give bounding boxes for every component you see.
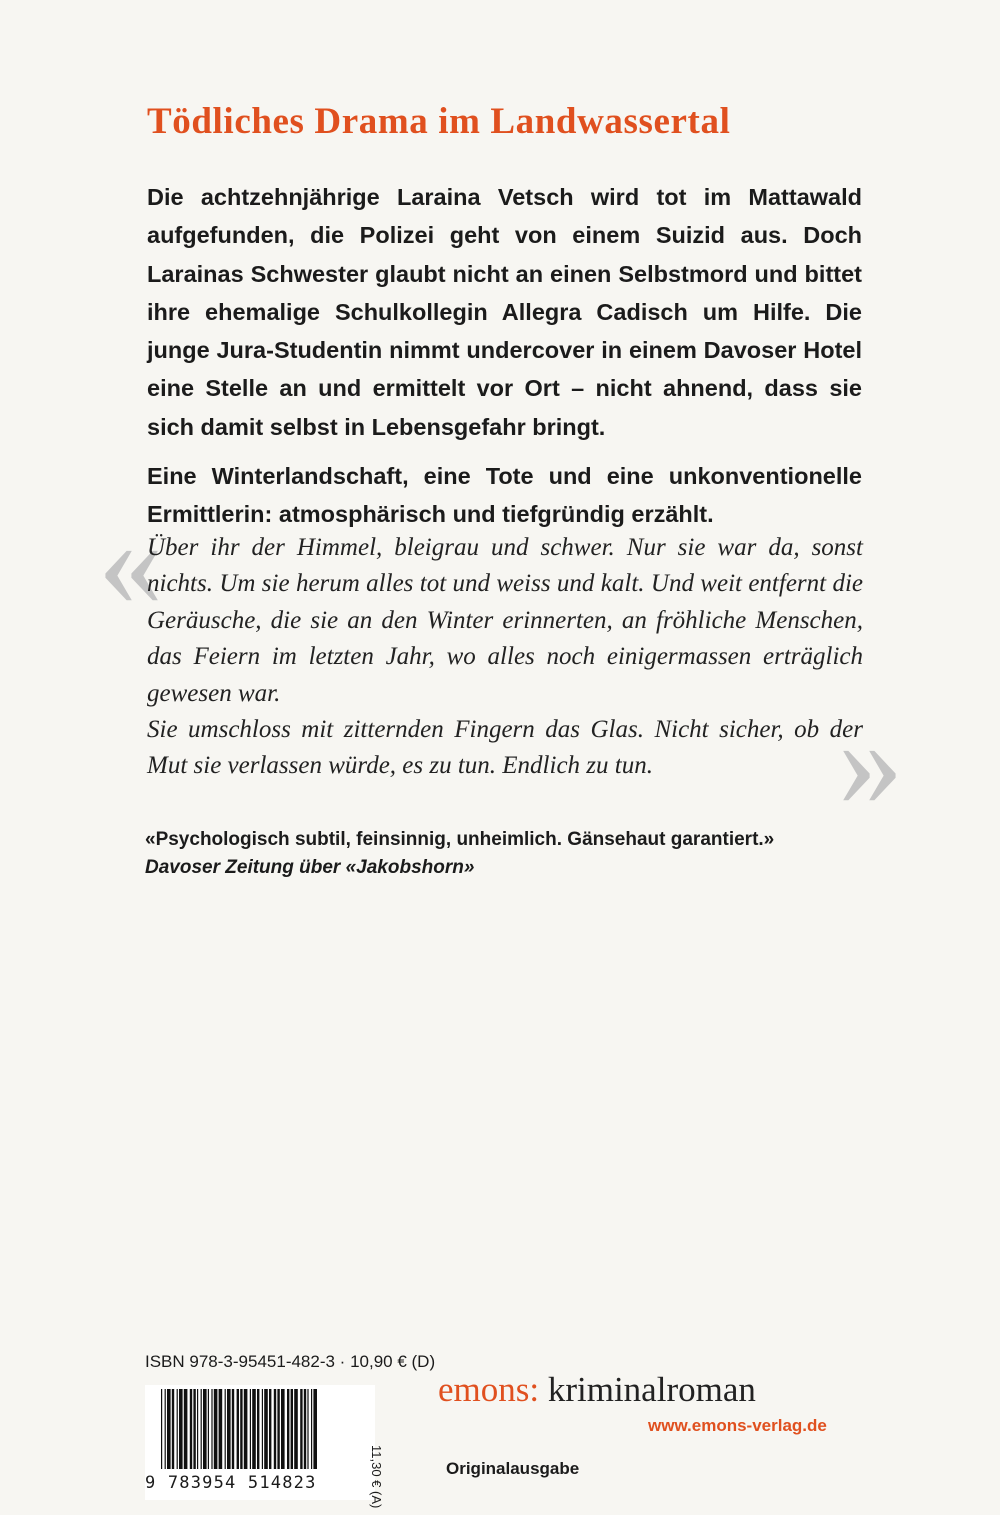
edition-label: Originalausgabe (446, 1459, 580, 1478)
barcode-bar (161, 1389, 162, 1469)
barcode-bar (167, 1389, 171, 1469)
publisher-name: emons: (438, 1370, 540, 1409)
barcode-bar (172, 1389, 174, 1469)
barcode-bar (274, 1389, 276, 1469)
excerpt-text: Über ihr der Himmel, bleigrau und schwer. Nur sie war da, sonst nichts. Um sie herum alles tot und weiss und kalt. Und weit entfernt die Geräusche, die sie an den Winter erinnerten, an fröhliche Menschen, das Feiern im letzten Jahr, wo alles noch einigermassen erträglich gewesen war. (147, 534, 863, 707)
barcode-bar (311, 1389, 312, 1469)
barcode-bar (313, 1389, 317, 1469)
barcode-bar (264, 1389, 268, 1469)
barcode-bar (237, 1389, 239, 1469)
barcode-bar (240, 1389, 242, 1469)
barcode-bar (201, 1389, 202, 1469)
barcode-bar (211, 1389, 212, 1469)
austria-price: 11,30 € (A) (369, 1445, 384, 1509)
barcode-bar (179, 1389, 183, 1469)
barcode-bar (287, 1389, 289, 1469)
blurb-paragraph: Die achtzehnjährige Laraina Vetsch wird tot im Mattawald aufgefunden, die Polizei geht von einem Suizid aus. Doch Larainas Schwester glaubt nicht an einen Selbstmord und bittet ihre ehemalige Schulkollegin Allegra Cadisch um Hilfe. Die junge Jura-Studentin nimmt undercover in einem Davoser Hotel eine Stelle an und ermittelt vor Ort – nicht ahnend, dass sie sich damit selbst in Lebensgefahr bringt. (147, 184, 862, 440)
barcode-bar (277, 1389, 279, 1469)
barcode-digits: 9 783954 514823 (145, 1473, 317, 1493)
barcode-bar (177, 1389, 178, 1469)
barcode-bar (225, 1389, 226, 1469)
barcode-bar (269, 1389, 271, 1469)
excerpt (147, 530, 863, 785)
review-source: Davoser Zeitung über «Jakobshorn» (145, 857, 475, 878)
barcode-bar (281, 1389, 285, 1469)
opening-quote-mark: « (98, 490, 163, 634)
barcode-bar (250, 1389, 251, 1469)
barcode-bar (219, 1389, 223, 1469)
blurb-paragraph: Eine Winterlandschaft, eine Tote und eine unkonventionelle Ermittlerin: atmosphärisch und tiefgründig erzählt. (147, 463, 862, 528)
publisher-url[interactable]: www.emons-verlag.de (648, 1416, 827, 1435)
closing-quote-mark: » (838, 690, 903, 834)
excerpt-text: Sie umschloss mit zitternden Fingern das Glas. Nicht sicher, ob der Mut sie verlassen würde, es zu tun. Endlich zu tun. (147, 716, 863, 780)
barcode-bar (190, 1389, 192, 1469)
barcode-bar (227, 1389, 231, 1469)
barcode-bar (232, 1389, 234, 1469)
barcode-bar (193, 1389, 195, 1469)
review (145, 826, 865, 882)
barcode-bar (304, 1389, 306, 1469)
barcode-bar (262, 1389, 263, 1469)
series-name: kriminalroman (547, 1370, 756, 1409)
isbn-price: ISBN 978-3-95451-482-3 · 10,90 € (D) (145, 1352, 436, 1371)
review-quote: «Psychologisch subtil, feinsinnig, unheimlich. Gänsehaut garantiert.» (145, 829, 775, 850)
headline: Tödliches Drama im Landwassertal (147, 101, 731, 142)
barcode-bar (257, 1389, 259, 1469)
barcode-bar (197, 1389, 198, 1469)
barcode-bar (291, 1389, 293, 1469)
barcode-bar (214, 1389, 218, 1469)
barcode-bars (145, 1385, 375, 1475)
barcode-bar (307, 1389, 308, 1469)
barcode-bar (244, 1389, 248, 1469)
barcode-bar (208, 1389, 209, 1469)
barcode-bar (203, 1389, 207, 1469)
blurb (147, 178, 862, 534)
barcode (145, 1385, 375, 1500)
publisher-brand (438, 1370, 756, 1410)
barcode-bar (294, 1389, 298, 1469)
barcode-bar (165, 1389, 166, 1469)
barcode-bar (184, 1389, 188, 1469)
barcode-bar (300, 1389, 302, 1469)
barcode-bar (252, 1389, 256, 1469)
